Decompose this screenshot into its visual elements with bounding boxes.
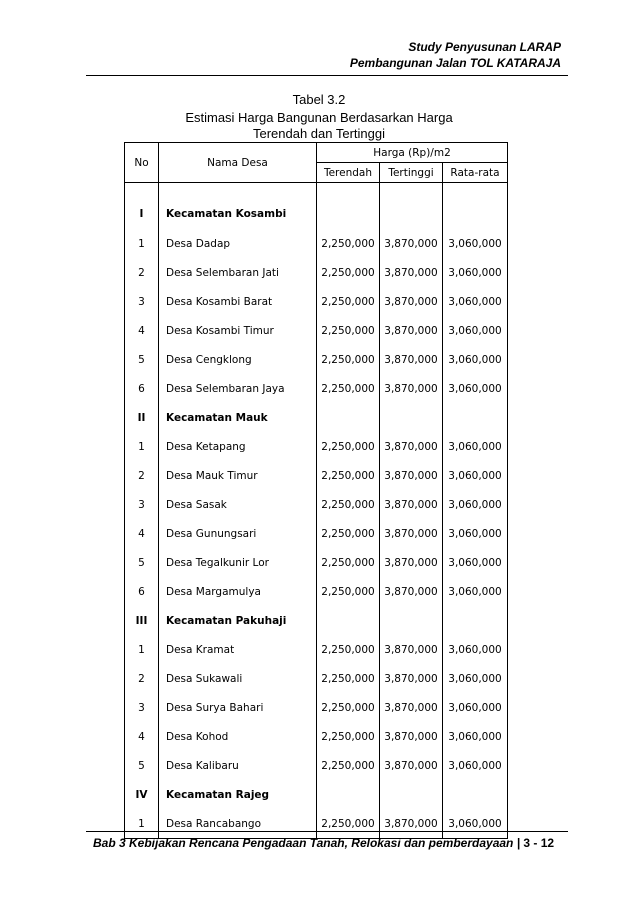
- kecamatan-row: [125, 199, 508, 229]
- table-row: [125, 635, 508, 664]
- row-tertinggi: 3,870,000: [380, 693, 443, 722]
- header-study-title: Study Penyusunan LARAP: [408, 40, 561, 54]
- table-row: [125, 548, 508, 577]
- row-rata-rata: [443, 606, 508, 635]
- row-rata-rata: 3,060,000: [443, 229, 508, 258]
- table-row: [125, 461, 508, 490]
- footer-chapter-text: Bab 3 Kebijakan Rencana Pengadaan Tanah, Relokasi dan pemberdayaan |: [93, 836, 524, 850]
- table-row: [125, 577, 508, 606]
- row-terendah: 2,250,000: [317, 693, 380, 722]
- row-nama-desa: Desa Surya Bahari: [159, 693, 317, 722]
- row-terendah: 2,250,000: [317, 751, 380, 780]
- row-terendah: 2,250,000: [317, 461, 380, 490]
- row-rata-rata: 3,060,000: [443, 577, 508, 606]
- row-tertinggi: 3,870,000: [380, 316, 443, 345]
- price-table: [124, 142, 508, 839]
- table-row: [125, 345, 508, 374]
- row-no: 4: [125, 519, 159, 548]
- row-terendah: 2,250,000: [317, 577, 380, 606]
- row-terendah: [317, 780, 380, 809]
- row-nama-desa: Desa Margamulya: [159, 577, 317, 606]
- row-no: 1: [125, 229, 159, 258]
- row-terendah: 2,250,000: [317, 229, 380, 258]
- row-tertinggi: 3,870,000: [380, 287, 443, 316]
- table-row: [125, 287, 508, 316]
- table-row: [125, 664, 508, 693]
- table-row: [125, 722, 508, 751]
- table-row: [125, 229, 508, 258]
- table-row: [125, 751, 508, 780]
- row-rata-rata: [443, 403, 508, 432]
- table-title-line1: Estimasi Harga Bangunan Berdasarkan Harga: [185, 110, 453, 125]
- table-row: [125, 693, 508, 722]
- row-rata-rata: 3,060,000: [443, 287, 508, 316]
- row-terendah: 2,250,000: [317, 287, 380, 316]
- row-tertinggi: 3,870,000: [380, 345, 443, 374]
- row-nama-desa: Desa Sukawali: [159, 664, 317, 693]
- kecamatan-row: [125, 780, 508, 809]
- row-terendah: 2,250,000: [317, 635, 380, 664]
- kecamatan-row: [125, 606, 508, 635]
- row-tertinggi: [380, 199, 443, 229]
- row-no: 2: [125, 461, 159, 490]
- row-tertinggi: 3,870,000: [380, 374, 443, 403]
- row-terendah: 2,250,000: [317, 316, 380, 345]
- header-tertinggi: Tertinggi: [380, 163, 443, 183]
- header-no: No: [125, 143, 159, 183]
- row-nama-desa: Desa Gunungsari: [159, 519, 317, 548]
- row-terendah: 2,250,000: [317, 519, 380, 548]
- row-tertinggi: 3,870,000: [380, 490, 443, 519]
- footer: [93, 836, 554, 850]
- row-tertinggi: [380, 403, 443, 432]
- row-no: 2: [125, 664, 159, 693]
- table-number: Tabel 3.2: [292, 92, 346, 107]
- row-no: II: [125, 403, 159, 432]
- row-tertinggi: 3,870,000: [380, 461, 443, 490]
- table-row: [125, 809, 508, 839]
- row-no: 5: [125, 548, 159, 577]
- row-nama-desa: Desa Kramat: [159, 635, 317, 664]
- row-nama-desa: Kecamatan Pakuhaji: [159, 606, 317, 635]
- row-no: 1: [125, 809, 159, 839]
- row-rata-rata: 3,060,000: [443, 374, 508, 403]
- row-nama-desa: Desa Kosambi Timur: [159, 316, 317, 345]
- row-rata-rata: [443, 780, 508, 809]
- row-no: 4: [125, 316, 159, 345]
- row-no: 3: [125, 490, 159, 519]
- row-no: 6: [125, 577, 159, 606]
- table-row: [125, 374, 508, 403]
- row-no: 1: [125, 635, 159, 664]
- row-no: I: [125, 199, 159, 229]
- header-terendah: Terendah: [317, 163, 380, 183]
- table-row: [125, 432, 508, 461]
- row-rata-rata: 3,060,000: [443, 461, 508, 490]
- row-tertinggi: 3,870,000: [380, 519, 443, 548]
- row-rata-rata: 3,060,000: [443, 664, 508, 693]
- row-no: 3: [125, 693, 159, 722]
- row-nama-desa: Desa Sasak: [159, 490, 317, 519]
- row-tertinggi: 3,870,000: [380, 258, 443, 287]
- row-rata-rata: 3,060,000: [443, 809, 508, 839]
- table-body: [125, 183, 508, 839]
- row-terendah: [317, 606, 380, 635]
- header-harga: Harga (Rp)/m2: [317, 143, 508, 163]
- row-terendah: 2,250,000: [317, 345, 380, 374]
- row-terendah: [317, 199, 380, 229]
- kecamatan-row: [125, 403, 508, 432]
- row-no: 6: [125, 374, 159, 403]
- row-tertinggi: 3,870,000: [380, 577, 443, 606]
- row-no: 5: [125, 345, 159, 374]
- row-no: 4: [125, 722, 159, 751]
- row-no: 3: [125, 287, 159, 316]
- row-nama-desa: Desa Kohod: [159, 722, 317, 751]
- row-nama-desa: Desa Ketapang: [159, 432, 317, 461]
- header-rata-rata: Rata-rata: [443, 163, 508, 183]
- row-rata-rata: 3,060,000: [443, 635, 508, 664]
- row-terendah: 2,250,000: [317, 548, 380, 577]
- footer-divider: [86, 831, 568, 832]
- row-nama-desa: Desa Kosambi Barat: [159, 287, 317, 316]
- row-rata-rata: 3,060,000: [443, 751, 508, 780]
- row-terendah: [317, 403, 380, 432]
- table-spacer-row: [125, 183, 508, 200]
- row-rata-rata: 3,060,000: [443, 693, 508, 722]
- row-tertinggi: 3,870,000: [380, 229, 443, 258]
- row-rata-rata: 3,060,000: [443, 345, 508, 374]
- row-rata-rata: 3,060,000: [443, 432, 508, 461]
- row-nama-desa: Desa Selembaran Jati: [159, 258, 317, 287]
- table-row: [125, 490, 508, 519]
- row-rata-rata: 3,060,000: [443, 316, 508, 345]
- table-row: [125, 519, 508, 548]
- header-nama-desa: Nama Desa: [159, 143, 317, 183]
- row-no: 5: [125, 751, 159, 780]
- row-nama-desa: Desa Tegalkunir Lor: [159, 548, 317, 577]
- row-terendah: 2,250,000: [317, 809, 380, 839]
- row-terendah: 2,250,000: [317, 664, 380, 693]
- row-terendah: 2,250,000: [317, 722, 380, 751]
- row-nama-desa: Kecamatan Rajeg: [159, 780, 317, 809]
- row-tertinggi: 3,870,000: [380, 809, 443, 839]
- row-no: IV: [125, 780, 159, 809]
- row-nama-desa: Desa Dadap: [159, 229, 317, 258]
- row-rata-rata: 3,060,000: [443, 258, 508, 287]
- row-terendah: 2,250,000: [317, 374, 380, 403]
- row-tertinggi: [380, 780, 443, 809]
- row-nama-desa: Desa Rancabango: [159, 809, 317, 839]
- row-tertinggi: 3,870,000: [380, 432, 443, 461]
- row-rata-rata: 3,060,000: [443, 490, 508, 519]
- row-no: 2: [125, 258, 159, 287]
- row-no: 1: [125, 432, 159, 461]
- row-rata-rata: 3,060,000: [443, 722, 508, 751]
- header-divider: [86, 75, 568, 76]
- header-project-title: Pembangunan Jalan TOL KATARAJA: [349, 56, 561, 70]
- row-tertinggi: [380, 606, 443, 635]
- row-nama-desa: Desa Cengklong: [159, 345, 317, 374]
- row-rata-rata: 3,060,000: [443, 548, 508, 577]
- row-rata-rata: 3,060,000: [443, 519, 508, 548]
- page-number: 3 - 12: [523, 836, 555, 850]
- table-row: [125, 258, 508, 287]
- row-rata-rata: [443, 199, 508, 229]
- row-nama-desa: Desa Kalibaru: [159, 751, 317, 780]
- row-tertinggi: 3,870,000: [380, 751, 443, 780]
- row-nama-desa: Desa Mauk Timur: [159, 461, 317, 490]
- row-nama-desa: Kecamatan Kosambi: [159, 199, 317, 229]
- table-title-line2: Terendah dan Tertinggi: [252, 126, 386, 141]
- table-row: [125, 316, 508, 345]
- row-tertinggi: 3,870,000: [380, 664, 443, 693]
- row-no: III: [125, 606, 159, 635]
- row-nama-desa: Kecamatan Mauk: [159, 403, 317, 432]
- row-tertinggi: 3,870,000: [380, 722, 443, 751]
- row-terendah: 2,250,000: [317, 432, 380, 461]
- row-terendah: 2,250,000: [317, 490, 380, 519]
- row-terendah: 2,250,000: [317, 258, 380, 287]
- row-tertinggi: 3,870,000: [380, 548, 443, 577]
- row-tertinggi: 3,870,000: [380, 635, 443, 664]
- row-nama-desa: Desa Selembaran Jaya: [159, 374, 317, 403]
